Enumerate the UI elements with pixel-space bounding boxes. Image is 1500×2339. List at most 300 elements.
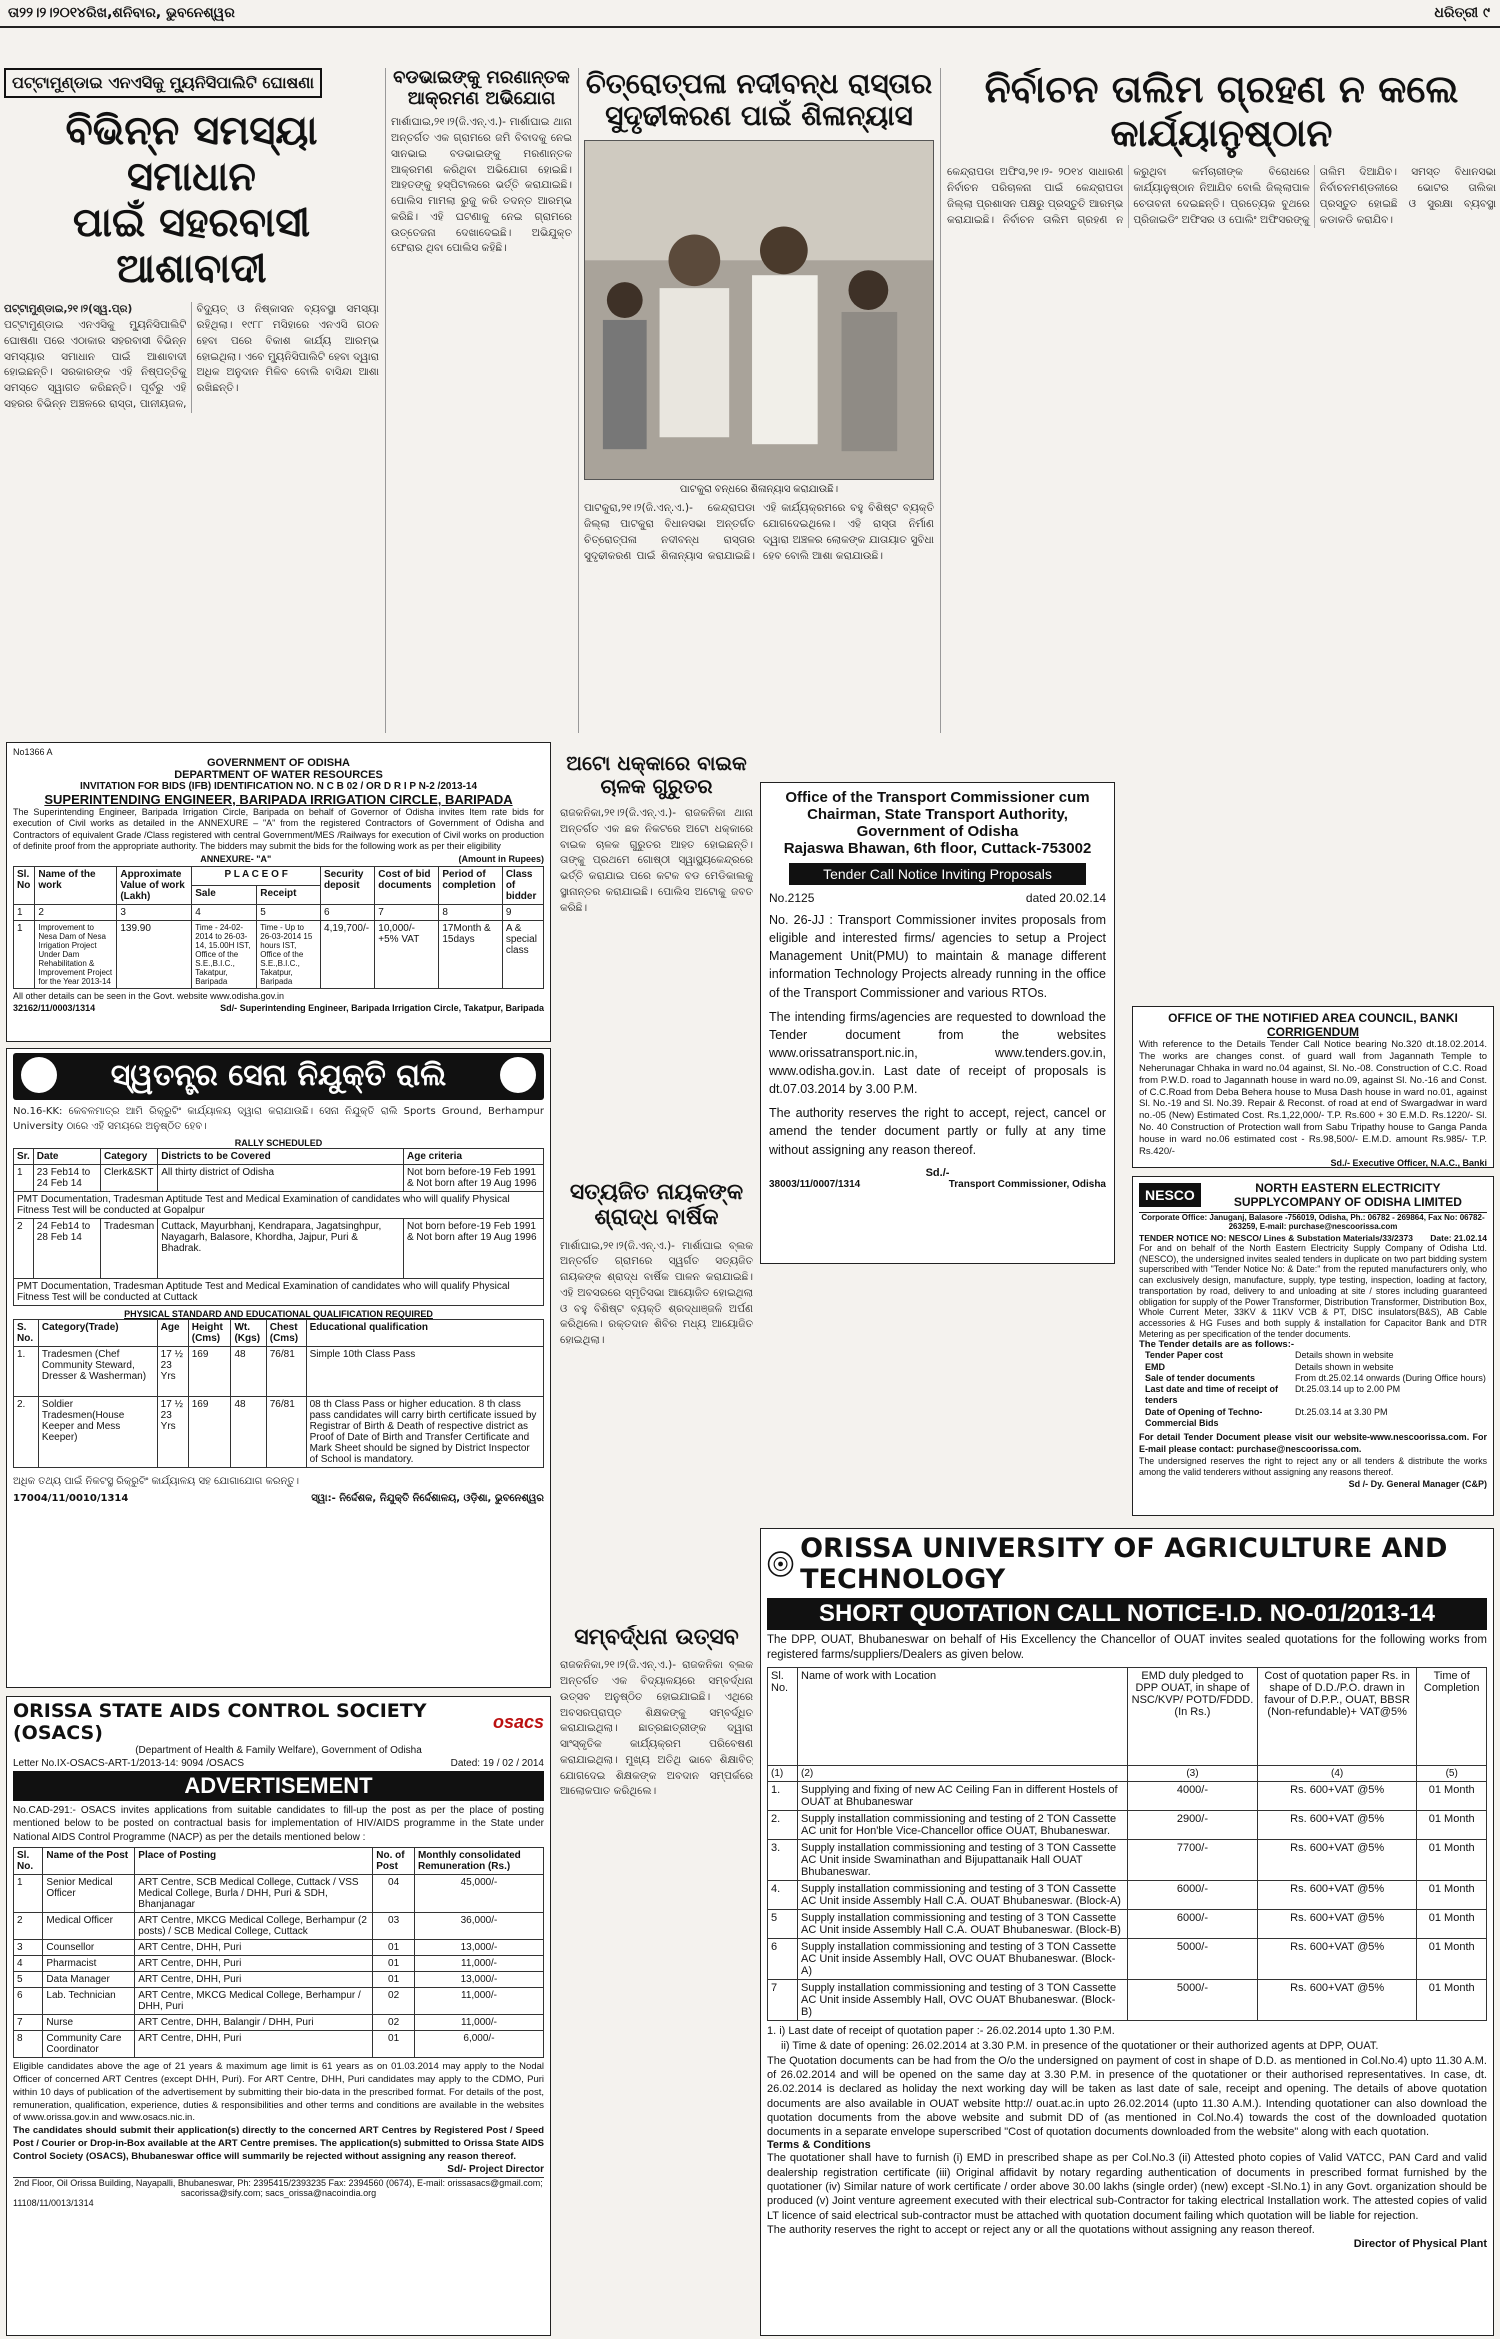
table-cell: Time - 24-02-2014 to 26-03-14, 15.00H IST, Office of the S.E.,B.I.C., Takatpur, Baripada — [192, 921, 257, 989]
table-cell: 7 — [375, 905, 439, 921]
table-cell: 6,000/- — [414, 2031, 543, 2058]
table-cell: Rs. 600+VAT @5% — [1257, 1839, 1417, 1880]
dateline: ତା୨୨।୨।୨୦୧୪ରିଖ,ଶନିବାର, ଭୁବନେଶ୍ୱର — [8, 5, 235, 21]
story-body: ପଟ୍ଟାମୁଣ୍ଡାଇ ଏନଏସିକୁ ମ୍ୟୁନିସିପାଲିଟି ଘୋଷଣା ପରେ ଏଠାକାର ସହରବାସୀ ବିଭିନ୍ନ ସମସ୍ୟାର ସମାଧାନ ପାଇଁ ଆଶାବାଦୀ ହୋଇଛନ୍ତି। ସରକାରଙ୍କ ଏହି ନିଷ୍ପତ୍ତିକୁ ସମସ୍ତେ ସ୍ୱାଗତ କରିଛନ୍ତି। ପୂର୍ବରୁ ଏହି ସହରର ବିଭିନ୍ନ ଅଞ୍ଚଳରେ ରାସ୍ତା, ପାନୀୟଜଳ, ବିଦ୍ୟୁତ୍ ଓ ନିଷ୍କାସନ ବ୍ୟବସ୍ଥା ସମସ୍ୟା ରହିଥିଲା। ୧୯୮୮ ମସିହାରେ ଏନଏସି ଗଠନ ହେବା ପରେ ବିକାଶ କାର୍ଯ୍ୟ ଆରମ୍ଭ ହୋଇଥିଲା। ଏବେ ମ୍ୟୁନିସିପାଲିଟି ହେବା ଦ୍ୱାରା ଅଧିକ ଅନୁଦାନ ମିଳିବ ବୋଲି ବାସିନ୍ଦା ଆଶା ରଖିଛନ୍ତି। — [4, 303, 379, 410]
story-headline: ଚିତ୍ରୋତ୍ପଳା ନଦୀବନ୍ଧ ରାସ୍ତାର — [585, 68, 933, 100]
col-header: Period of completion — [439, 867, 502, 905]
story-byline: ପଟ୍ଟାମୁଣ୍ଡାଇ,୨୧।୨(ସ୍ୱ.ପ୍ର) — [4, 303, 133, 316]
rally-schedule-table — [13, 1148, 544, 1306]
story-headline: ପାଇଁ ସହରବାସୀ ଆଶାବାଦୀ — [72, 200, 311, 293]
detail-label: Tender Paper cost — [1145, 1350, 1223, 1361]
table-cell: 6000/- — [1128, 1880, 1258, 1909]
table-cell: 10,000/- +5% VAT — [375, 921, 439, 989]
table-cell: 13,000/- — [414, 1972, 543, 1988]
ad-text: The Superintending Engineer, Baripada Irrigation Circle, Baripada on behalf of Governor of Odisha invites Item rate bids for execution of Civil works as detailed in the ANNEXURE – "A" from the registered Contractors of Government of Odisha and Contractors of equivalent Grade /Class registered with central Government/MES /Railways for execution of Civil works on production of definite proof from the appropriate authority. The bidders may submit the bids for the following work as per their eligibility — [13, 807, 544, 851]
table-cell: 139.90 — [117, 921, 192, 989]
col-header: Districts to be Covered — [158, 1148, 404, 1164]
table-cell: 3 — [117, 905, 192, 921]
table-row — [14, 1913, 544, 1940]
story-headline: ଶ୍ରାଦ୍ଧ ବାର୍ଷିକ — [594, 1205, 719, 1231]
table-cell: Time - Up to 26-03-2014 15 hours IST, Office of the S.E.,B.I.C., Takatpur, Baripada — [257, 921, 321, 989]
table-row — [14, 1164, 544, 1191]
table-cell: Community Care Coordinator — [43, 2031, 135, 2058]
ouat-title: ORISSA UNIVERSITY OF AGRICULTURE AND TECHNOLOGY — [800, 1533, 1448, 1596]
osacs-eligibility: Eligible candidates above the age of 21 years & maximum age limit is 61 years as on 01.03.2014 may apply to the Nodal Officer of concerned ART Centres (except DHH, Puri). For ART Centre, DHH, Puri candidates may apply to the CDMO, Puri within 10 days of publication of the advertisement by submitting their bio-data in the prescribed format. For details of the post, remuneration, qualification, experience, duties & responsibilities and other terms and conditions are available in the websites of www.orissa.gov.in and www.osacs.nic.in. — [13, 2061, 544, 2124]
table-row — [768, 1810, 1487, 1839]
table-cell: 2900/- — [1128, 1810, 1258, 1839]
table-cell: 4000/- — [1128, 1781, 1258, 1810]
table-cell: 76/81 — [266, 1396, 306, 1467]
ad-code: No1366 A — [13, 747, 53, 757]
notice-date: dated 20.02.14 — [1025, 891, 1106, 905]
table-cell: 1. — [14, 1346, 39, 1396]
story-assault — [385, 68, 572, 733]
table-cell: 7 — [14, 2015, 43, 2031]
table-cell: 11,000/- — [414, 2015, 543, 2031]
col-header: Sl. No — [14, 867, 35, 905]
table-cell: Not born before-19 Feb 1991 & Not born after 19 Aug 1996 — [403, 1164, 543, 1191]
table-cell: 48 — [231, 1346, 266, 1396]
osacs-instructions: The candidates should submit their application(s) directly to the concerned ART Centres by Registered Post / Speed Post / Courier or Drop-in-Box available at the ART Centre premises. The application(s) submitted to Orissa State AIDS Control Society (OSACS), Bhubaneswar office will summarily be rejected without assigning any reason thereof. — [13, 2125, 544, 2162]
table-row — [768, 1909, 1487, 1938]
ouat-quotation-ad — [760, 1528, 1494, 2336]
table-cell: 4. — [768, 1880, 798, 1909]
table-row — [768, 1979, 1487, 2020]
letter-date: Dated: 19 / 02 / 2014 — [450, 1757, 544, 1769]
table-row — [14, 1956, 544, 1972]
nesco-details-label: The Tender details are as follows:- — [1139, 1339, 1295, 1351]
page-number: ଧରିତ୍ରୀ ୯ — [1434, 5, 1490, 21]
ad-ref: 17004/11/0010/1314 — [13, 1492, 129, 1504]
physical-standard-label: PHYSICAL STANDARD AND EDUCATIONAL QUALIFICATION REQUIRED — [124, 1308, 433, 1319]
table-row — [14, 1191, 544, 1218]
table-cell: Soldier Tradesmen(House Keeper and Mess Keeper) — [38, 1396, 157, 1467]
table-cell: 169 — [188, 1396, 231, 1467]
col-header: Sale — [192, 886, 257, 905]
table-cell: Senior Medical Officer — [43, 1875, 135, 1913]
notice-number: No.2125 — [769, 891, 815, 905]
transport-para: No. 26-JJ : Transport Commissioner invites proposals from eligible and interested firms/ agencies to setup a Project Management Unit(PMU) to maintain & manage different information Technology Projects already running in the office of the Transport Commissioner and various RTOs. — [769, 913, 1106, 1000]
detail-value: Dt.25.03.14 up to 2.00 PM — [1295, 1384, 1401, 1395]
table-cell: 02 — [373, 2015, 415, 2031]
table-cell: Not born before-19 Feb 1991 & Not born after 19 Aug 1996 — [403, 1218, 543, 1278]
transport-address: Rajaswa Bhawan, 6th floor, Cuttack-753002 — [783, 840, 1092, 857]
table-cell: 5 — [768, 1909, 798, 1938]
table-cell: 08 th Class Pass or higher education. 8 th class pass candidates will carry birth certificate issued by Registrar of Birth & Death of respective district as Proof of Date of Birth and Transfer Certificate and Mark Sheet should be signed by District Inspector of School is mandatory. — [306, 1396, 543, 1467]
story-headline: ବଡଭାଇଙ୍କୁ ମରଣାନ୍ତକ — [393, 68, 570, 88]
story-body: ପାଟକୁରା,୨୧।୨(ଜି.ଏନ୍.ଏ.)- କେନ୍ଦ୍ରାପଡା ଜିଲ୍ଲା ପାଟକୁରା ବିଧାନସଭା ଅନ୍ତର୍ଗତ ଚିତ୍ରୋତ୍ପଳା ନଦୀବନ୍ଧ ରାସ୍ତାର ସୁଦୃଢୀକରଣ ପାଇଁ ଶିଳାନ୍ୟାସ କରାଯାଇଛି। ଏହି କାର୍ଯ୍ୟକ୍ରମରେ ବହୁ ବିଶିଷ୍ଟ ବ୍ୟକ୍ତି ଯୋଗଦେଇଥିଲେ। ଏହି ରାସ୍ତା ନିର୍ମାଣ ଦ୍ୱାରା ଅଞ୍ଚଳର ଲୋକଙ୍କ ଯାତାୟାତ ସୁବିଧା ହେବ ବୋଲି ଆଶା କରାଯାଉଛି। — [584, 502, 934, 562]
photo-figures — [585, 141, 933, 479]
irrigation-tender-ad — [6, 742, 551, 1042]
table-row — [14, 2031, 544, 2058]
table-cell: 01 — [373, 1956, 415, 1972]
table-cell: ART Centre, DHH, Puri — [135, 1940, 373, 1956]
table-cell: 01 — [373, 1940, 415, 1956]
table-cell: 4 — [14, 1956, 43, 1972]
table-row — [14, 1972, 544, 1988]
table-cell: (3) — [1128, 1765, 1258, 1781]
table-note: PMT Documentation, Tradesman Aptitude Test and Medical Examination of candidates who will qualify Physical Fitness Test will be conducted at Cuttack — [14, 1278, 544, 1305]
table-cell: 01 Month — [1417, 1938, 1487, 1979]
ad-office: SUPERINTENDING ENGINEER, BARIPADA IRRIGATION CIRCLE, BARIPADA — [44, 792, 513, 807]
col-header: Class of bidder — [502, 867, 543, 905]
table-note: PMT Documentation, Tradesman Aptitude Test and Medical Examination of candidates who will qualify Physical Fitness Test will be conducted at Gopalpur — [14, 1191, 544, 1218]
nesco-footer: The undersigned reserves the right to reject any or all tenders & distribute the works among the valid tenderers without assigning any reasons thereof. — [1139, 1455, 1487, 1478]
photo-caption: ପାଟକୁରା ବନ୍ଧରେ ଶିଳାନ୍ୟାସ କରାଯାଉଛି। — [679, 484, 839, 496]
col-header: Receipt — [257, 886, 321, 905]
ad-ref: 11108/11/0013/1314 — [13, 2197, 94, 2208]
table-cell: ART Centre, DHH, Puri — [135, 1956, 373, 1972]
nesco-logo: NESCO — [1139, 1183, 1201, 1207]
transport-office: Government of Odisha — [856, 823, 1019, 840]
table-cell: 5 — [14, 1972, 43, 1988]
nesco-body: For and on behalf of the North Eastern Electricity Supply Company of Odisha Ltd. (NESCO), the undersigned invites sealed tenders in duplicate on two part bidding system superscribed with "Tender Notice No: & Date:" from the reputed manufacturers only, who can exclusively design, manufacture, supply, type testing, inspection, loading at factory, transportation by road, delivery to and unloading at site / stores including guaranteed obligation for supply of the Power Transformer, Distribution Transformer, Distribution Box, Whole Current Meter, 33KV & 11KV VCB & PT, DISC insulators(B&S), AB Cable accessories & HG Fuses and both supply & installation for Capacitor Bank and DTR Metering as per specification of the tender documents. — [1139, 1243, 1487, 1339]
table-cell: A & special class — [502, 921, 543, 989]
story-headline: ଚାଳକ ଗୁରୁତର — [600, 774, 713, 798]
banki-office: OFFICE OF THE NOTIFIED AREA COUNCIL, BANKI — [1168, 1011, 1458, 1025]
col-header: Name of the work — [35, 867, 117, 905]
story-body: କେନ୍ଦ୍ରାପଡା ଅଫିସ,୨୧।୨- ୨୦୧୪ ସାଧାରଣ ନିର୍ବାଚନ ପରିଚାଳନା ପାଇଁ କେନ୍ଦ୍ରାପଡା ଜିଲ୍ଲା ପ୍ରଶାସନ ପକ୍ଷରୁ ପ୍ରସ୍ତୁତି ଆରମ୍ଭ କରାଯାଇଛି। ନିର୍ବାଚନ ତାଲିମ ଗ୍ରହଣ ନ କରୁଥିବା କର୍ମଚାରୀଙ୍କ ବିରୋଧରେ କାର୍ଯ୍ୟାନୁଷ୍ଠାନ ନିଆଯିବ ବୋଲି ଜିଲ୍ଲାପାଳ ଚେତାବନୀ ଦେଇଛନ୍ତି। ପ୍ରତ୍ୟେକ ବୁଥରେ ପ୍ରିଜାଇଡିଂ ଅଫିସର ଓ ପୋଲିଂ ଅଫିସରଙ୍କୁ ତାଲିମ ଦିଆଯିବ। ସମସ୍ତ ବିଧାନସଭା ନିର୍ବାଚନମଣ୍ଡଳୀରେ ଭୋଟର ତାଲିକା ପ୍ରସ୍ତୁତ ହୋଇଛି ଓ ସୁରକ୍ଷା ବ୍ୟବସ୍ଥା କଡାକଡି କରାଯିବ। — [947, 166, 1496, 226]
ad-ref: 32162/11/0003/1314 — [13, 1003, 96, 1013]
table-cell: 01 Month — [1417, 1979, 1487, 2020]
osacs-ad — [6, 1696, 551, 2336]
story-auto-accident — [560, 742, 753, 1172]
table-cell: Data Manager — [43, 1972, 135, 1988]
ad-signature: Sd/- Project Director — [447, 2163, 544, 2175]
story-headline: ସତ୍ୟଜିତ ନାୟକଙ୍କ — [569, 1180, 744, 1205]
col-header: Category — [100, 1148, 157, 1164]
story-felicitation — [560, 1625, 753, 2335]
banki-corrigendum-ad — [1132, 1006, 1494, 1168]
table-cell: 9 — [502, 905, 543, 921]
osacs-logo: osacs — [492, 1712, 544, 1733]
table-cell: ART Centre, DHH, Puri — [135, 1972, 373, 1988]
nesco-tender-ad — [1132, 1176, 1494, 1516]
story-headline: ବିଭିନ୍ନ ସମସ୍ୟା ସମାଧାନ — [65, 108, 318, 201]
ad-signature: Sd./- Executive Officer, N.A.C., Banki — [1330, 1157, 1487, 1168]
banki-body: With reference to the Details Tender Call Notice bearing No.320 dt.18.02.2014. The works are changes const. of guard wall from Jagannath Temple to Neherunagar Chhaka in ward no.04 against, Sl. No.-08. Construction of C.C. Road from P.W.D. road to Jagannath house in ward no.09, against Sl. No.-16 and Const. of C.C.Road from Deba Behera house to Musa Dash house in ward no.01, against Sl. No.-19 and Sl. No.39. Repair & Reconst. of road at end of Swargadwar in ward no.-05 (New) Estimated Cost. Rs.1,22,000/- T.P. Rs.600 + 30 E.M.D. Rs.1220/- Sl. No. 40 Construction of Protection wall from Sabu Tripathy house to Ganga Panda house in ward no.06 estimated cost - Rs.98,500/- E.M.D. amount Rs.985/- T.P. Rs.420/- — [1139, 1039, 1487, 1157]
table-cell: 8 — [439, 905, 502, 921]
col-header: Cost of bid documents — [375, 867, 439, 905]
osacs-table — [13, 1847, 544, 2058]
ouat-para: The Quotation documents can be had from the O/o the undersigned on payment of cost in shape of D.D. as mentioned in Col.No.4) upto 11.30 A.M. of 26.02.2014 and will be opened on the same day at 3.30 P.M. in presence of the quotationer or their authorised representatives. In case, dt. 26.02.2014 is declared as holiday the next working day will be taken as last date of sale, receipt and opening. The details of above quotation documents are also available in OUAT website http:// ouat.ac.in upto 26.02.2014 (upto 11.30 A.M.). Intending quotationer can also download the quotation documents from the above website and submit DD of (as mentioned in Col.No.4) towards the cost of the downloaded quotation documents in a separate envelope superscribed "Cost of quotation documents downloaded from the website" along with each quotation. — [767, 2054, 1487, 2139]
table-row — [768, 1938, 1487, 1979]
col-header: Place of Posting — [135, 1848, 373, 1875]
ouat-table — [767, 1667, 1487, 2021]
table-cell: 03 — [373, 1913, 415, 1940]
table-cell: Cuttack, Mayurbhanj, Kendrapara, Jagatsinghpur, Nayagarh, Balasore, Khordha, Jajpur, Puri & Bhadrak. — [158, 1218, 404, 1278]
table-row — [14, 1278, 544, 1305]
transport-tender-ad — [760, 782, 1115, 1264]
table-cell: 36,000/- — [414, 1913, 543, 1940]
table-cell: Rs. 600+VAT @5% — [1257, 1781, 1417, 1810]
table-cell: Supplying and fixing of new AC Ceiling Fan in different Hostels of OUAT at Bhubaneswar — [798, 1781, 1128, 1810]
table-cell: 7700/- — [1128, 1839, 1258, 1880]
nesco-name: NORTH EASTERN ELECTRICITY — [1255, 1181, 1441, 1195]
table-cell: ART Centre, DHH, Puri — [135, 2031, 373, 2058]
table-cell: 2. — [768, 1810, 798, 1839]
table-cell: 04 — [373, 1875, 415, 1913]
table-cell: 1 — [14, 921, 35, 989]
table-cell: (1) — [768, 1765, 798, 1781]
table-cell: Tradesman — [100, 1218, 157, 1278]
story-election-training — [940, 68, 1496, 733]
column-numbers — [14, 905, 544, 921]
emblem-icon — [21, 1057, 57, 1093]
col-header: Security deposit — [321, 867, 375, 905]
table-cell: 2 — [14, 1218, 34, 1278]
table-cell: Counsellor — [43, 1940, 135, 1956]
table-cell: 169 — [188, 1346, 231, 1396]
table-cell: ART Centre, SCB Medical College, Cuttack / VSS Medical College, Burla / DHH, Puri & SDH, Bhanjanagar — [135, 1875, 373, 1913]
rally-banner — [13, 1053, 544, 1100]
rally-schedule-label: RALLY SCHEDULED — [234, 1137, 323, 1148]
table-cell: 5000/- — [1128, 1938, 1258, 1979]
table-row — [14, 1218, 544, 1278]
table-cell: 45,000/- — [414, 1875, 543, 1913]
ouat-terms: The quotationer shall have to furnish (i) EMD in prescribed shape as per Col.No.3 (ii) Attested photo copies of Valid VATCC, PAN Card and valid dealership registration certificate (iii) Original affidavit by notary regarding authentication of documents in prescribed format furnished by the quotationer (iv) Similar nature of work certificate / order above 30.00 lakhs (single order) (new) except -Sl.No.1) in any Govt. organization should be produced (v) Joint venture agreement executed with their electrical sub-Contractor for taking electrical Installation work. The attested copies of valid LT licence of said electrical sub-contractor must be attached with quotation document failing which quotation will be liable for rejection. — [767, 2152, 1487, 2222]
ad-ifb: INVITATION FOR BIDS (IFB) IDENTIFICATION NO. N C B 02 / OR D R I P N-2 /2013-14 — [79, 781, 478, 792]
ad-signature: Sd/- Superintending Engineer, Baripada Irrigation Circle, Takatpur, Baripada — [220, 1003, 544, 1013]
story-memorial — [560, 1180, 753, 1620]
table-cell: 24 Feb14 to 28 Feb 14 — [33, 1218, 100, 1278]
table-cell: 01 Month — [1417, 1839, 1487, 1880]
table-cell: 3. — [768, 1839, 798, 1880]
col-header: Name of the Post — [43, 1848, 135, 1875]
col-header: Wt. (Kgs) — [231, 1319, 266, 1346]
detail-value: From dt.25.02.14 onwards (During Office hours) — [1295, 1372, 1486, 1383]
table-cell: 6 — [14, 1988, 43, 2015]
table-cell: Nurse — [43, 2015, 135, 2031]
col-header: Age criteria — [403, 1148, 543, 1164]
table-cell: 6 — [321, 905, 375, 921]
table-cell: 17 ½ 23 Yrs — [157, 1346, 188, 1396]
table-cell: ART Centre, MKCG Medical College, Berhampur (2 posts) / SCB Medical College, Cuttack — [135, 1913, 373, 1940]
col-header: Time of Completion — [1417, 1667, 1487, 1765]
rally-title: ସ୍ୱତନ୍ତ୍ର ସେନା ନିଯୁକ୍ତି ରାଲି — [110, 1058, 447, 1093]
table-cell: 3 — [14, 1940, 43, 1956]
story-headline: ନିର୍ବାଚନ ତାଲିମ ଗ୍ରହଣ ନ କଲେ କାର୍ଯ୍ୟାନୁଷ୍ଠାନ — [984, 68, 1459, 155]
table-cell: 5 — [257, 905, 321, 921]
story-headline: ସମ୍ବର୍ଦ୍ଧନା ଉତ୍ସବ — [574, 1625, 739, 1650]
table-cell: Pharmacist — [43, 1956, 135, 1972]
tender-banner: Tender Call Notice Inviting Proposals — [789, 863, 1086, 885]
ad-govt: GOVERNMENT OF ODISHA — [206, 757, 350, 769]
tender-number: TENDER NOTICE NO: NESCO/ Lines & Substation Materials/33/2373 — [1139, 1233, 1413, 1243]
col-header: Approximate Value of work (Lakh) — [117, 867, 192, 905]
table-cell: Rs. 600+VAT @5% — [1257, 1909, 1417, 1938]
qualification-table — [13, 1319, 544, 1468]
table-cell: Lab. Technician — [43, 1988, 135, 2015]
detail-label: Last date and time of receipt of tenders — [1145, 1384, 1279, 1406]
table-cell: Rs. 600+VAT @5% — [1257, 1938, 1417, 1979]
transport-para: The authority reserves the right to accept, reject, cancel or amend the tender document partly or fully at any time without assigning any reason thereof. — [769, 1106, 1106, 1157]
column-numbers — [768, 1765, 1487, 1781]
ad-dept: DEPARTMENT OF WATER RESOURCES — [174, 769, 383, 781]
page-header — [0, 0, 1500, 28]
story-headline: ଆକ୍ରମଣ ଅଭିଯୋଗ — [407, 87, 556, 109]
table-row — [14, 1346, 544, 1396]
table-cell: All thirty district of Odisha — [158, 1164, 404, 1191]
table-cell: 6 — [768, 1938, 798, 1979]
col-header: Educational qualification — [306, 1319, 543, 1346]
table-cell: 13,000/- — [414, 1940, 543, 1956]
table-cell: ART Centre, DHH, Balangir / DHH, Puri — [135, 2015, 373, 2031]
table-row — [768, 1781, 1487, 1810]
table-cell: Simple 10th Class Pass — [306, 1346, 543, 1396]
table-cell: 23 Feb14 to 24 Feb 14 — [33, 1164, 100, 1191]
col-header: Cost of quotation paper Rs. in shape of D.D./P.O. drawn in favour of D.P.P., OUAT, BBSR (Non-refundable)+ VAT@5% — [1257, 1667, 1417, 1765]
table-cell: Rs. 600+VAT @5% — [1257, 1880, 1417, 1909]
table-cell: 1 — [14, 1164, 34, 1191]
table-row — [14, 921, 544, 989]
table-cell: Supply installation commissioning and testing of 3 TON Cassette AC Unit inside Assembly Hall, OVC OUAT Bhubaneswar. (Block-A) — [798, 1938, 1128, 1979]
ad-signature: ସ୍ୱା:- ନିର୍ଦ୍ଦେଶକ, ନିଯୁକ୍ତି ନିର୍ଦ୍ଦେଶାଳୟ, ଓଡ଼ିଶା, ଭୁବନେଶ୍ୱର — [311, 1492, 544, 1504]
table-cell: 6000/- — [1128, 1909, 1258, 1938]
story-body: ରାଜକନିକା,୨୧।୨(ଜି.ଏନ୍.ଏ.)- ରାଜକନିକା ବ୍ଲକ ଅନ୍ତର୍ଗତ ଏକ ବିଦ୍ୟାଳୟରେ ସମ୍ବର୍ଦ୍ଧନା ଉତ୍ସବ ଅନୁଷ୍ଠିତ ହୋଇଯାଇଛି। ଏଥିରେ ଅବସରପ୍ରାପ୍ତ ଶିକ୍ଷକଙ୍କୁ ସମ୍ବର୍ଦ୍ଧିତ କରାଯାଇଥିଲା। ଛାତ୍ରଛାତ୍ରୀଙ୍କ ଦ୍ୱାରା ସାଂସ୍କୃତିକ କାର୍ଯ୍ୟକ୍ରମ ପରିବେଷଣ କରାଯାଇଥିଲା। ମୁଖ୍ୟ ଅତିଥି ଭାବେ ଶିକ୍ଷାବିତ୍ ଯୋଗଦେଇ ଶିକ୍ଷକଙ୍କ ଅବଦାନ ସମ୍ପର୍କରେ ଆଲୋକପାତ କରିଥିଲେ। — [560, 1659, 753, 1798]
story-headline: ସୁଦୃଢୀକରଣ ପାଇଁ ଶିଳାନ୍ୟାସ — [605, 99, 913, 133]
table-cell: 02 — [373, 1988, 415, 2015]
last-date: 1. i) Last date of receipt of quotation paper :- 26.02.2014 upto 1.30 P.M. — [767, 2024, 1115, 2037]
table-cell: ART Centre, MKCG Medical College, Berhampur / DHH, Puri — [135, 1988, 373, 2015]
detail-value: Details shown in website — [1295, 1361, 1394, 1372]
table-cell: 2 — [35, 905, 117, 921]
table-cell: 1. — [768, 1781, 798, 1810]
ad-footer: All other details can be seen in the Govt. website www.odisha.gov.in — [13, 991, 284, 1001]
ad-ref: 38003/11/0007/1314 — [769, 1178, 861, 1190]
quotation-banner: SHORT QUOTATION CALL NOTICE-I.D. NO-01/2013-14 — [767, 1598, 1487, 1630]
table-cell: 01 Month — [1417, 1909, 1487, 1938]
ouat-reserve: The authority reserves the right to accept or reject any or all the quotations without assigning any reason thereof. — [767, 2223, 1315, 2236]
table-cell: 2. — [14, 1396, 39, 1467]
rally-footer: ଅଧିକ ତଥ୍ୟ ପାଇଁ ନିକଟସ୍ଥ ରିକ୍ରୁଟିଂ କାର୍ଯ୍ୟାଳୟ ସହ ଯୋଗାଯୋଗ କରନ୍ତୁ। — [13, 1475, 300, 1487]
letter-no: Letter No.IX-OSACS-ART-1/2013-14: 9094 /OSACS — [13, 1757, 245, 1769]
table-cell: 1 — [14, 905, 35, 921]
table-row — [768, 1880, 1487, 1909]
table-cell: (4) — [1257, 1765, 1417, 1781]
ouat-emblem-icon — [767, 1547, 794, 1581]
table-cell: Tradesmen (Chef Community Steward, Dresser & Washerman) — [38, 1346, 157, 1396]
table-row — [14, 1875, 544, 1913]
table-cell: 01 Month — [1417, 1880, 1487, 1909]
table-cell: Rs. 600+VAT @5% — [1257, 1979, 1417, 2020]
story-kicker: ପଟ୍ଟାମୁଣ୍ଡାଇ ଏନଏସିକୁ ମ୍ୟୁନିସିପାଲିଟି ଘୋଷଣା — [4, 68, 322, 98]
annexure-label: ANNEXURE- "A" — [200, 854, 272, 864]
terms-label: Terms & Conditions — [767, 2139, 871, 2152]
col-header: Sl. No. — [14, 1848, 43, 1875]
news-photo — [584, 140, 934, 480]
table-cell: Clerk&SKT — [100, 1164, 157, 1191]
table-cell: Supply installation commissioning and testing of 2 TON Cassette AC unit for Hon'ble Vice-Chancellor office OUAT, Bhubaneswar. — [798, 1810, 1128, 1839]
table-row — [14, 1940, 544, 1956]
table-cell: 7 — [768, 1979, 798, 2020]
army-logo-icon — [500, 1057, 536, 1093]
table-cell: 4 — [192, 905, 257, 921]
table-cell: 11,000/- — [414, 1956, 543, 1972]
table-cell: Rs. 600+VAT @5% — [1257, 1810, 1417, 1839]
detail-label: Sale of tender documents — [1145, 1372, 1256, 1383]
col-header: P L A C E O F — [192, 867, 321, 886]
osacs-intro: No.CAD-291:- OSACS invites applications from suitable candidates to fill-up the post as per the place of posting mentioned below to be posted on contractual basis for implementation of HIV/AIDS programme in the State under National AIDS Control Programme (NACP) as per the details mentioned below : — [13, 1804, 544, 1843]
nesco-details — [1145, 1350, 1487, 1429]
table-cell: (5) — [1417, 1765, 1487, 1781]
table-cell: Supply installation commissioning and testing of 3 TON Cassette AC Unit inside Assembly Hall C.A. OUAT Bhubaneswar. (Block-B) — [798, 1909, 1128, 1938]
col-header: No. of Post — [373, 1848, 415, 1875]
table-row — [14, 2015, 544, 2031]
detail-value: Dt.25.03.14 at 3.30 PM — [1295, 1406, 1388, 1417]
table-cell: Medical Officer — [43, 1913, 135, 1940]
story-body: ମାର୍ଶାଘାଇ,୨୧।୨(ଜି.ଏନ୍.ଏ.)- ମାର୍ଶାଘାଇ ବ୍ଲକ ଅନ୍ତର୍ଗତ ଗ୍ରାମରେ ସ୍ୱର୍ଗତ ସତ୍ୟଜିତ ନାୟକଙ୍କ ଶ୍ରାଦ୍ଧ ବାର୍ଷିକ ପାଳନ କରାଯାଇଛି। ଏହି ଅବସରରେ ସ୍ମୃତିସଭା ଆୟୋଜିତ ହୋଇଥିଲା ଓ ବହୁ ବିଶିଷ୍ଟ ବ୍ୟକ୍ତି ଶ୍ରଦ୍ଧାଞ୍ଜଳି ଅର୍ପଣ କରିଥିଲେ। ରକ୍ତଦାନ ଶିବିର ମଧ୍ୟ ଆୟୋଜିତ ହୋଇଥିଲା। — [560, 1239, 753, 1347]
osacs-dept: (Department of Health & Family Welfare), Government of Odisha — [135, 1744, 422, 1756]
story-body: ମାର୍ଶାଘାଇ,୨୧।୨(ଜି.ଏନ୍.ଏ.)- ମାର୍ଶାଘାଇ ଥାନା ଅନ୍ତର୍ଗତ ଏକ ଗ୍ରାମରେ ଜମି ବିବାଦକୁ ନେଇ ସାନଭାଇ ବଡଭାଇଙ୍କୁ ମରଣାନ୍ତକ ଆକ୍ରମଣ କରିଥିବା ଅଭିଯୋଗ ହୋଇଛି। ଆହତଙ୍କୁ ହସ୍ପିଟାଲରେ ଭର୍ତ୍ତି କରାଯାଇଛି। ପୋଲିସ ମାମଲା ରୁଜୁ କରି ତଦନ୍ତ ଆରମ୍ଭ କରିଛି। ଏହି ଘଟଣାକୁ ନେଇ ଗ୍ରାମରେ ଉତ୍ତେଜନା ଦେଖାଦେଇଛି। ଅଭିଯୁକ୍ତ ଫେରାର ଥିବା ପୋଲିସ କହିଛି। — [391, 116, 572, 255]
story-embankment — [578, 68, 934, 733]
col-header: S. No. — [14, 1319, 39, 1346]
table-cell: 01 Month — [1417, 1781, 1487, 1810]
col-header: Age — [157, 1319, 188, 1346]
table-cell: 4,19,700/- — [321, 921, 375, 989]
ad-signature: Sd./- — [925, 1166, 950, 1179]
table-cell: 01 Month — [1417, 1810, 1487, 1839]
osacs-title: ORISSA STATE AIDS CONTROL SOCIETY (OSACS) — [13, 1700, 427, 1744]
detail-label: EMD — [1145, 1361, 1165, 1372]
table-cell: Supply installation commissioning and testing of 3 TON Cassette AC Unit inside Swaminathan and Bijupattanaik Hall OUAT Bhubaneswar. — [798, 1839, 1128, 1880]
table-cell: 01 — [373, 2031, 415, 2058]
ad-signature: Sd /- Dy. General Manager (C&P) — [1348, 1479, 1487, 1490]
corrigendum-label: CORRIGENDUM — [1267, 1025, 1359, 1039]
table-cell: 76/81 — [266, 1346, 306, 1396]
table-cell: 8 — [14, 2031, 43, 2058]
table-row — [14, 1396, 544, 1467]
nesco-website-note: For detail Tender Document please visit our website-www.nescoorissa.com. For E-mail please contact: purchase@nescoorissa.com. — [1139, 1432, 1487, 1455]
detail-label: Date of Opening of Techno-Commercial Bids — [1145, 1406, 1263, 1428]
table-cell: 48 — [231, 1396, 266, 1467]
tender-date: Date: 21.02.14 — [1430, 1233, 1487, 1243]
irrigation-table — [13, 866, 544, 989]
nesco-address: Corporate Office: Januganj, Balasore -756019, Odisha, Ph.: 06782 - 269864, Fax No: 06782-263259, E-mail: purchase@nescoorissa.com — [1141, 1213, 1485, 1231]
table-cell: Improvement to Nesa Dam of Nesa Irrigation Project Under Dam Rehabilitation & Improvement Project for the Year 2013-14 — [35, 921, 117, 989]
osacs-address: 2nd Floor, Oil Orissa Building, Nayapalli, Bhubaneswar, Ph: 2395415/2393235 Fax: 2394560 (0674), E-mail: orissasacs@gmail.com; sacorissa@sify.com; sacs_orissa@nacoindia.org — [14, 2177, 543, 2198]
table-cell: 01 — [373, 1972, 415, 1988]
col-header: Sl. No. — [768, 1667, 798, 1765]
detail-value: Details shown in website — [1295, 1350, 1394, 1361]
table-cell: Supply installation commissioning and testing of 3 TON Cassette AC Unit inside Assembly Hall, OVC OUAT Bhubaneswar. (Block-B) — [798, 1979, 1128, 2020]
table-cell: 17 ½ 23 Yrs — [157, 1396, 188, 1467]
rally-intro: No.16-KK: କେବଳମାତ୍ର ଆମି ରିକ୍ରୁଟିଂ କାର୍ଯ୍ୟାଳୟ ଦ୍ୱାରା କରାଯାଉଛି। ସେନା ନିଯୁକ୍ତି ରାଲି Sports Ground, Berhampur University ଠାରେ ଏହି ସମୟରେ ଅନୁଷ୍ଠିତ ହେବ। — [13, 1105, 544, 1132]
story-body: ରାଜକନିକା,୨୧।୨(ଜି.ଏନ୍.ଏ.)- ରାଜକନିକା ଥାନା ଅନ୍ତର୍ଗତ ଏକ ଛକ ନିକଟରେ ଅଟୋ ଧକ୍କାରେ ବାଇକ ଚାଳକ ଗୁରୁତର ଆହତ ହୋଇଛନ୍ତି। ତାଙ୍କୁ ପ୍ରଥମେ ଗୋଷ୍ଠୀ ସ୍ୱାସ୍ଥ୍ୟକେନ୍ଦ୍ରରେ ଭର୍ତ୍ତି କରାଯାଇ ପରେ କଟକ ବଡ ମେଡିକାଲକୁ ସ୍ଥାନାନ୍ତର କରାଯାଇଛି। ପୋଲିସ ଅଟୋକୁ ଜବତ କରିଛି। — [560, 807, 753, 914]
table-cell: 2 — [14, 1913, 43, 1940]
col-header: Date — [33, 1148, 100, 1164]
table-row — [768, 1839, 1487, 1880]
ad-signature: Director of Physical Plant — [1353, 2237, 1487, 2250]
col-header: Category(Trade) — [38, 1319, 157, 1346]
table-cell: (2) — [798, 1765, 1128, 1781]
table-cell: 1 — [14, 1875, 43, 1913]
ad-signature: Transport Commissioner, Odisha — [948, 1178, 1106, 1190]
table-cell: 5000/- — [1128, 1979, 1258, 2020]
col-header: Name of work with Location — [798, 1667, 1128, 1765]
transport-para: The intending firms/agencies are requested to download the Tender document from the websites www.orissatransport.nic.in, www.tenders.gov.in, www.odisha.gov.in. Last date of receipt of proposals is dt.07.03.2014 by 3.00 P.M. — [769, 1009, 1106, 1097]
table-cell: 11,000/- — [414, 1988, 543, 2015]
col-header: Height (Cms) — [188, 1319, 231, 1346]
col-header: Chest (Cms) — [266, 1319, 306, 1346]
army-rally-ad — [6, 1048, 551, 1688]
col-header: Monthly consolidated Remuneration (Rs.) — [414, 1848, 543, 1875]
table-cell: Supply installation commissioning and testing of 3 TON Cassette AC Unit inside Assembly Hall C.A. OUAT Bhubaneswar. (Block-A) — [798, 1880, 1128, 1909]
amount-label: (Amount in Rupees) — [458, 854, 544, 864]
table-row — [14, 1988, 544, 2015]
story-municipality — [4, 68, 379, 733]
transport-office: Chairman, State Transport Authority, — [807, 806, 1068, 823]
